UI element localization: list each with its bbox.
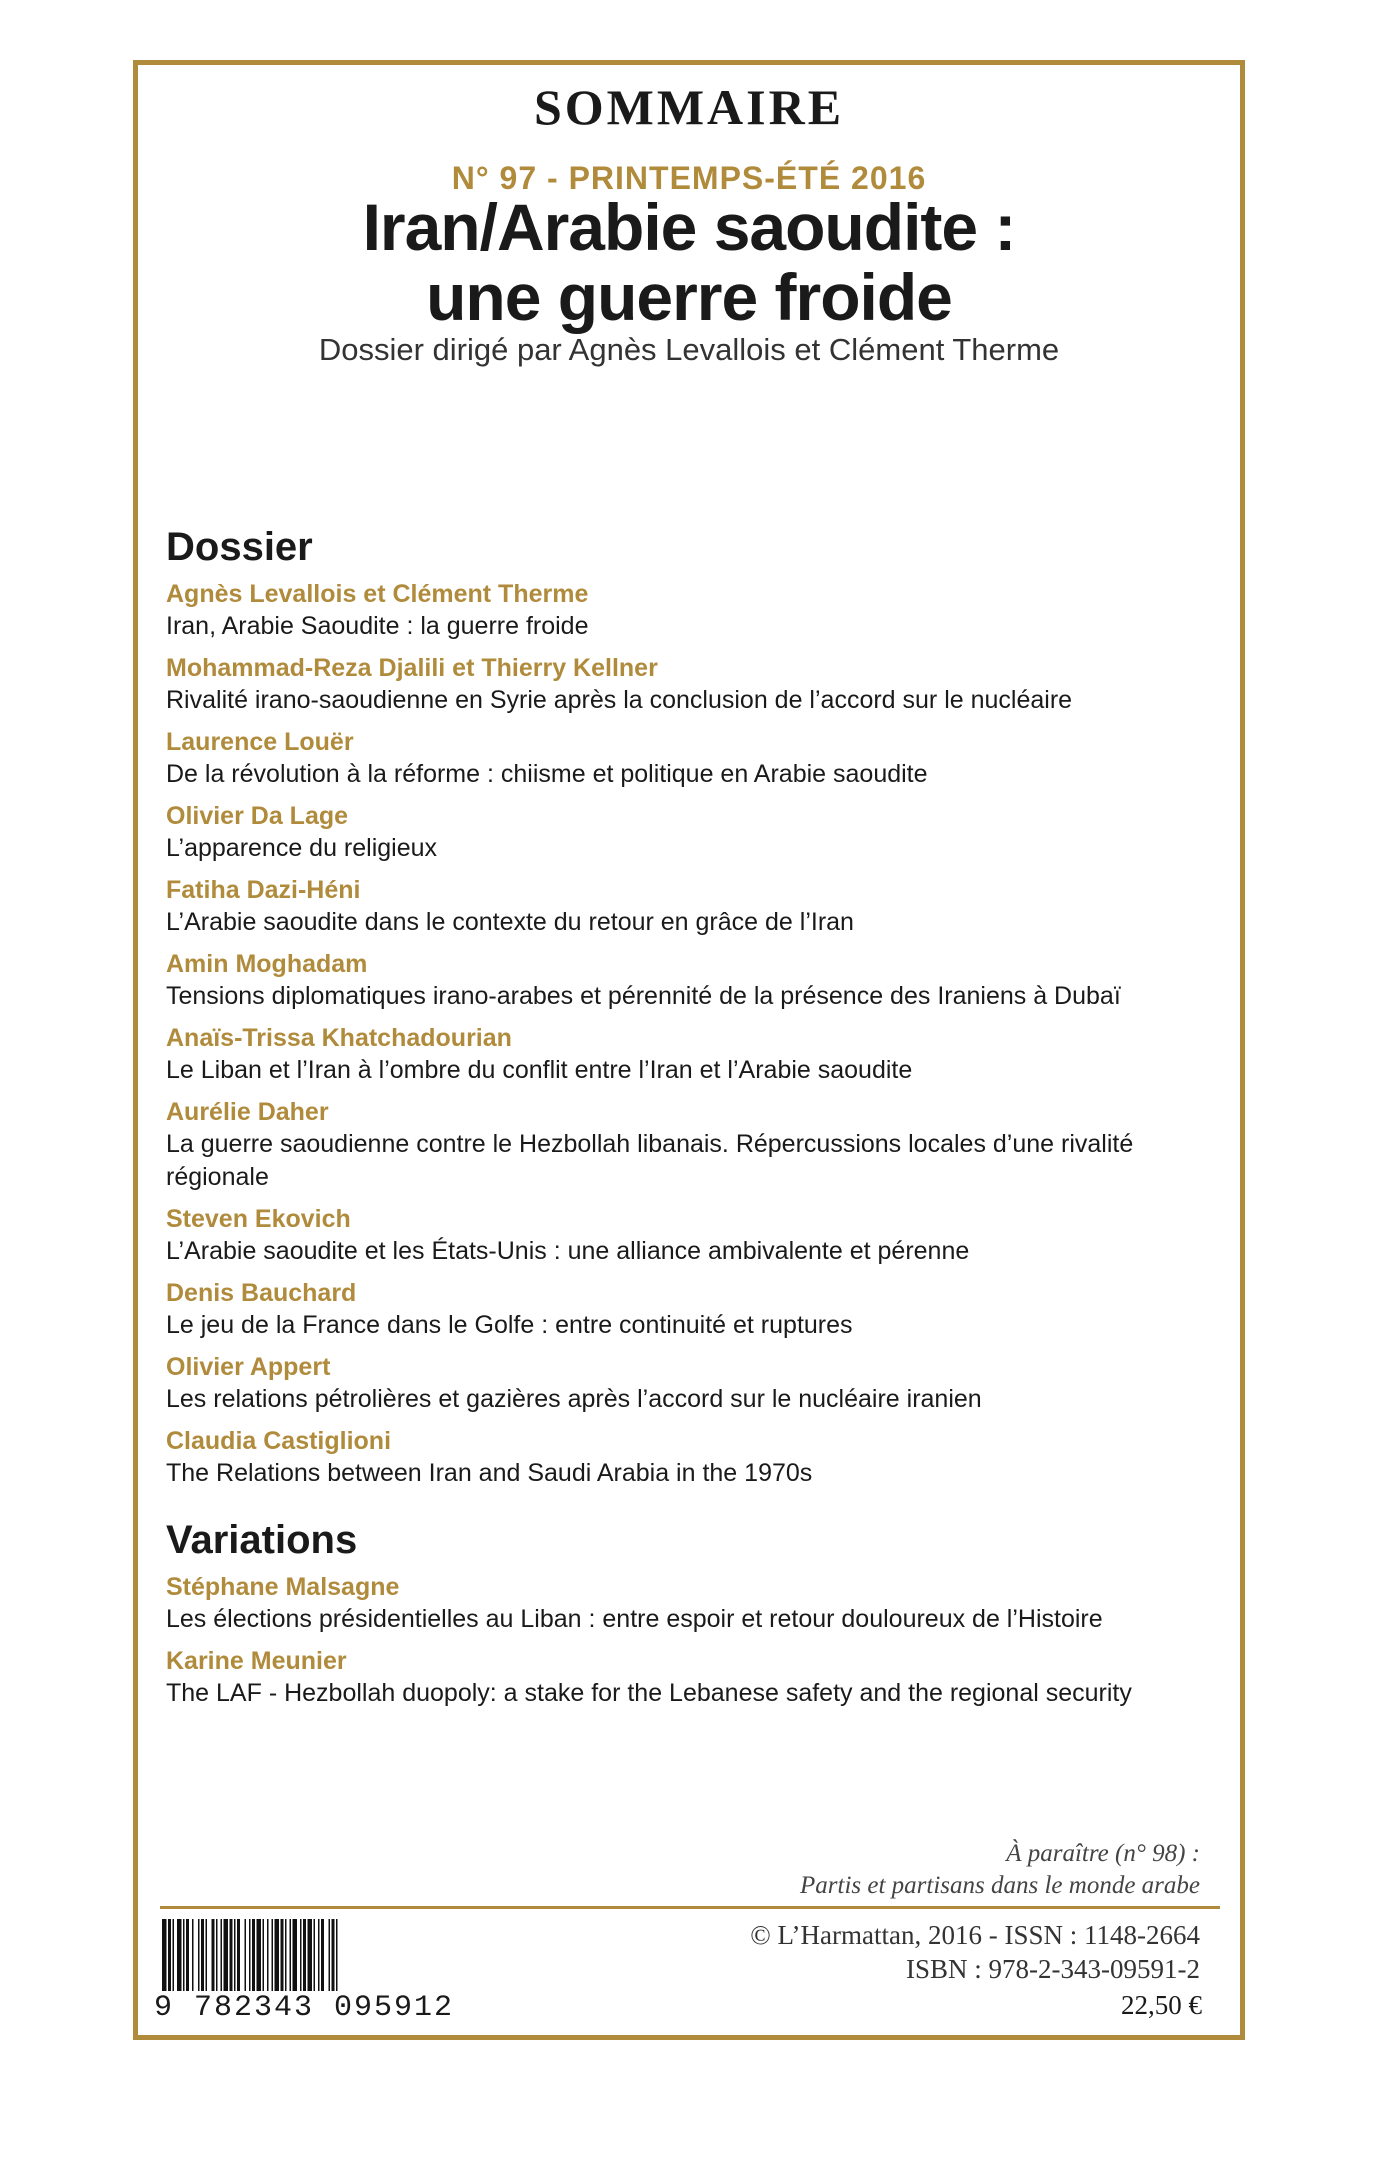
issue-title <box>133 192 1245 332</box>
next-issue-label: À paraître (n° 98) : <box>1006 1840 1200 1867</box>
sommaire-heading: SOMMAIRE <box>533 79 845 135</box>
isbn: ISBN : 978-2-343-09591-2 <box>906 1954 1200 1984</box>
entry-title: Tensions diplomatiques irano-arabes et pérennité de la présence des Iraniens à Dubaï <box>166 982 1121 1010</box>
entry-title: L’apparence du religieux <box>166 834 438 862</box>
entry-author: Aurélie Daher <box>166 1098 329 1126</box>
entry-title: Le jeu de la France dans le Golfe : entre continuité et ruptures <box>166 1311 853 1339</box>
entry-title: La guerre saoudienne contre le Hezbollah libanais. Répercussions locales d’une rivalité régionale <box>166 1130 1134 1191</box>
entry-author: Denis Bauchard <box>166 1279 357 1307</box>
footer-divider <box>160 1906 1220 1909</box>
entry-author: Olivier Da Lage <box>166 802 349 830</box>
toc-entry <box>166 1645 1206 1710</box>
toc-entry <box>166 1096 1206 1194</box>
toc-entry <box>166 1351 1206 1416</box>
entry-title: The Relations between Iran and Saudi Arabia in the 1970s <box>166 1459 813 1487</box>
entry-author: Stéphane Malsagne <box>166 1573 400 1601</box>
entry-title: The LAF - Hezbollah duopoly: a stake for the Lebanese safety and the regional security <box>166 1679 1132 1707</box>
toc-entry <box>166 800 1206 865</box>
toc-entry <box>166 726 1206 791</box>
entry-title: L’Arabie saoudite dans le contexte du retour en grâce de l’Iran <box>166 908 854 936</box>
entry-author: Amin Moghadam <box>166 950 368 978</box>
toc-entry <box>166 1203 1206 1268</box>
barcode-number: 9 782343 095912 <box>154 1991 455 2025</box>
toc-entry <box>166 652 1206 717</box>
toc-entry <box>166 1425 1206 1490</box>
toc-entry <box>166 948 1206 1013</box>
dossier-section <box>166 525 1206 1499</box>
next-issue-title: Partis et partisans dans le monde arabe <box>800 1872 1200 1899</box>
dossier-list <box>166 578 1206 1490</box>
entry-author: Anaïs-Trissa Khatchadourian <box>166 1024 512 1052</box>
entry-title: Les relations pétrolières et gazières après l’accord sur le nucléaire iranien <box>166 1385 982 1413</box>
entry-title: Le Liban et l’Iran à l’ombre du conflit entre l’Iran et l’Arabie saoudite <box>166 1056 913 1084</box>
toc-entry <box>166 1571 1206 1636</box>
toc-entry <box>166 874 1206 939</box>
next-issue <box>800 1838 1200 1902</box>
entry-author: Laurence Louër <box>166 728 354 756</box>
variations-list <box>166 1571 1206 1710</box>
toc-entry <box>166 1277 1206 1342</box>
toc-entry <box>166 578 1206 643</box>
entry-title: L’Arabie saoudite et les États-Unis : une alliance ambivalente et pérenne <box>166 1237 970 1265</box>
entry-title: De la révolution à la réforme : chiisme et politique en Arabie saoudite <box>166 760 928 788</box>
toc-entry <box>166 1022 1206 1087</box>
directed-by: Dossier dirigé par Agnès Levallois et Clément Therme <box>318 332 1060 367</box>
entry-author: Karine Meunier <box>166 1647 347 1675</box>
entry-author: Agnès Levallois et Clément Therme <box>166 580 589 608</box>
title-line-1: Iran/Arabie saoudite : <box>362 190 1016 264</box>
entry-author: Claudia Castiglioni <box>166 1427 392 1455</box>
title-line-2: une guerre froide <box>426 260 952 334</box>
entry-title: Rivalité irano-saoudienne en Syrie après la conclusion de l’accord sur le nucléaire <box>166 686 1073 714</box>
entry-author: Olivier Appert <box>166 1353 331 1381</box>
entry-author: Mohammad-Reza Djalili et Thierry Kellner <box>166 654 658 682</box>
price: 22,50 € <box>1121 1990 1202 2020</box>
publisher-info <box>750 1918 1200 1986</box>
entry-author: Fatiha Dazi-Héni <box>166 876 361 904</box>
copyright: © L’Harmattan, 2016 - ISSN : 1148-2664 <box>750 1920 1200 1950</box>
entry-title: Les élections présidentielles au Liban : entre espoir et retour douloureux de l’Histoire <box>166 1605 1103 1633</box>
dossier-heading: Dossier <box>166 525 313 569</box>
issue-number: N° 97 - PRINTEMPS-ÉTÉ 2016 <box>451 160 927 196</box>
entry-author: Steven Ekovich <box>166 1205 351 1233</box>
entry-title: Iran, Arabie Saoudite : la guerre froide <box>166 612 589 640</box>
variations-section <box>166 1518 1206 1719</box>
variations-heading: Variations <box>166 1518 358 1562</box>
